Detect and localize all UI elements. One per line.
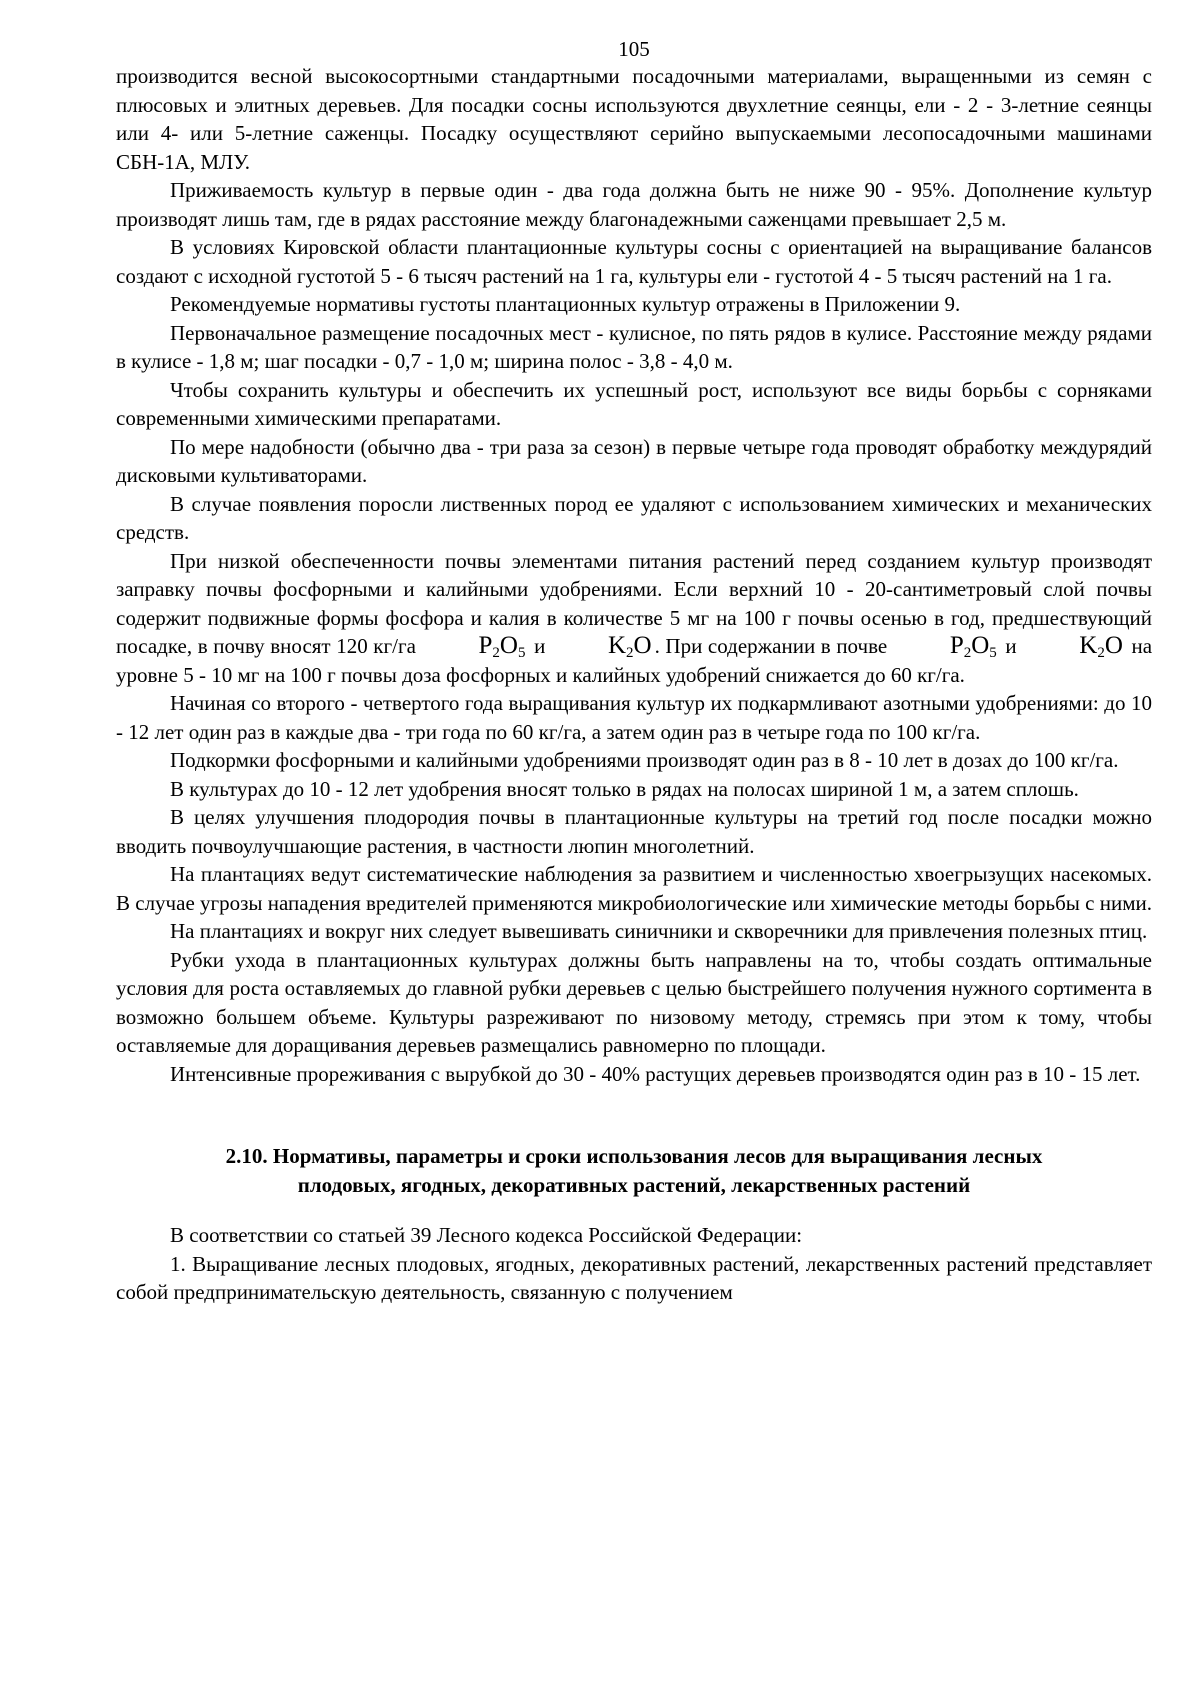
paragraph-fertilizer bbox=[116, 547, 1152, 690]
paragraph-intensive-thinning: Интенсивные прореживания с вырубкой до 30 - 40% растущих деревьев производятся один раз в 10 - 15 лет. bbox=[170, 1061, 1141, 1086]
paragraph-thinning: Рубки ухода в плантационных культурах должны быть направлены на то, чтобы создать оптимальные условия для роста оставляемых до главной рубки деревьев с целью быстрейшего получения нужного сортимента в возможно большем объеме. Культуры разреживают по низовому методу, стремясь при этом к тому, чтобы оставляемые для доращивания деревьев размещались равномерно по площади. bbox=[116, 947, 1152, 1057]
fertilizer-text-1: При низкой обеспеченности почвы элементами питания растений перед созданием культур производят заправку почвы фосфорными и калийными удобрениями. Если верхний 10 - 20-сантиметровый слой почвы содержит подвижные формы фосфора и калия в количестве 5 мг на 100 г почвы осенью в год, предшествующий посадке, в почву вносят 120 кг/га bbox=[116, 548, 1152, 658]
paragraph-nitrogen-feeding: Начиная со второго - четвертого года выращивания культур их подкармливают азотными удобрениями: до 10 - 12 лет один раз в каждые два - три года по 60 кг/га, а затем один раз в четыре года по 100 кг/га. bbox=[116, 691, 1152, 744]
paragraph-birdhouses: На плантациях и вокруг них следует вывешивать синичники и скворечники для привлечения полезных птиц. bbox=[170, 919, 1148, 943]
k2o-formula: $K_2O$ bbox=[607, 632, 652, 661]
paragraph-continuation: производится весной высокосортными стандартными посадочными материалами, выращенными из семян с плюсовых и элитных деревьев. Для посадки сосны используются двухлетние сеянцы, ели - 2 - 3-летние сеянцы или 4- или 5-летние саженцы. Посадку осуществляют серийно выпускаемыми лесопосадочными машинами СБН-1А, МЛУ. bbox=[116, 64, 1152, 174]
section-heading-line-1: 2.10. Нормативы, параметры и сроки использования лесов для выращивания лесных bbox=[225, 1144, 1043, 1168]
paragraph-phosphorus-feeding: Подкормки фосфорными и калийными удобрениями производят один раз в 8 - 10 лет в дозах до 100 кг/га. bbox=[170, 748, 1119, 772]
fertilizer-text-2: . При содержании в почве bbox=[654, 634, 888, 658]
section-heading bbox=[136, 1142, 1132, 1199]
page-number: 105 bbox=[618, 37, 650, 61]
paragraph-item-1: 1. Выращивание лесных плодовых, ягодных, декоративных растений, лекарственных растений представляет собой предпринимательскую деятельность, связанную с получением bbox=[116, 1251, 1152, 1304]
paragraph-survival-rate: Приживаемость культур в первые один - два года должна быть не ниже 90 - 95%. Дополнение культур производят лишь там, где в рядах расстояние между благонадежными саженцами превышает 2,5 м. bbox=[116, 178, 1152, 231]
section-heading-line-2: плодовых, ягодных, декоративных растений, лекарственных растений bbox=[297, 1172, 971, 1197]
k2o-formula-2: $K_2O$ bbox=[1079, 632, 1123, 661]
paragraph-soil-improvement: В целях улучшения плодородия почвы в плантационные культуры на третий год после посадки можно вводить почвоулучшающие растения, в частности люпин многолетний. bbox=[116, 805, 1152, 858]
paragraph-cultivation: По мере надобности (обычно два - три раза за сезон) в первые четыре года проводят обработку междурядий дисковыми культиваторами. bbox=[116, 434, 1152, 487]
paragraph-weed-control: Чтобы сохранить культуры и обеспечить их успешный рост, используют все виды борьбы с сорняками современными химическими препаратами. bbox=[116, 377, 1152, 430]
fertilizer-text-3: на уровне 5 - 10 мг на 100 г почвы доза фосфорных и калийных удобрений снижается до 60 кг/га. bbox=[116, 634, 1153, 687]
paragraph-insect-monitoring: На плантациях ведут систематические наблюдения за развитием и численностью хвоегрызущих насекомых. В случае угрозы нападения вредителей применяются микробиологические или химические методы борьбы с ними. bbox=[116, 862, 1152, 915]
paragraph-initial-placement: Первоначальное размещение посадочных мест - кулисное, по пять рядов в кулисе. Расстояние между рядами в кулисе - 1,8 м; шаг посадки - 0,7 - 1,0 м; ширина полос - 3,8 - 4,0 м. bbox=[116, 320, 1152, 373]
paragraph-forest-code: В соответствии со статьей 39 Лесного кодекса Российской Федерации: bbox=[170, 1223, 803, 1247]
paragraph-row-fertilizing: В культурах до 10 - 12 лет удобрения вносят только в рядах на полосах шириной 1 м, а затем сплошь. bbox=[170, 776, 1079, 801]
fertilizer-and-1: и bbox=[534, 634, 546, 658]
document-page bbox=[116, 36, 1152, 1307]
p2o5-formula: $P_2O_5$ bbox=[478, 632, 526, 661]
p2o5-formula-2: $P_2O_5$ bbox=[949, 632, 997, 661]
paragraph-kirov-density: В условиях Кировской области плантационные культуры сосны с ориентацией на выращивание балансов создают с исходной густотой 5 - 6 тысяч растений на 1 га, культуры ели - густотой 4 - 5 тысяч растений на 1 га. bbox=[116, 235, 1152, 288]
paragraph-deciduous-removal: В случае появления поросли лиственных пород ее удаляют с использованием химических и механических средств. bbox=[116, 491, 1152, 544]
fertilizer-and-2: и bbox=[1005, 634, 1017, 658]
paragraph-recommended-norms: Рекомендуемые нормативы густоты плантационных культур отражены в Приложении 9. bbox=[170, 292, 961, 316]
